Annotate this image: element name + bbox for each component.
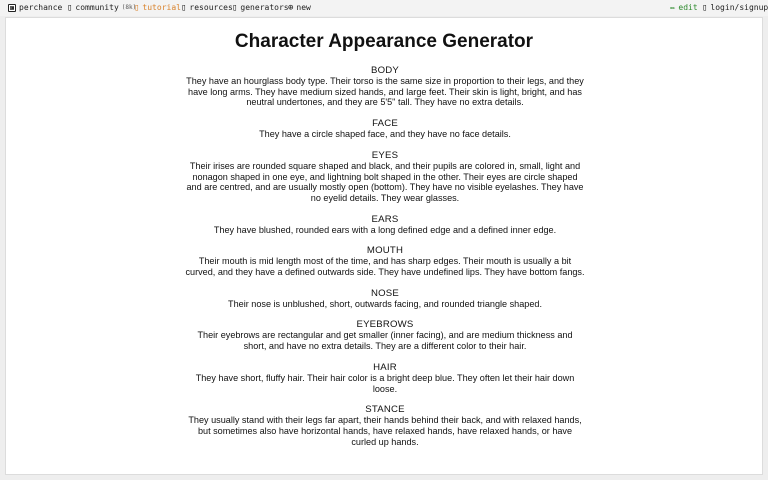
plus-circle-icon: ⊕ [288,2,294,13]
section-heading: EYEBROWS [356,319,414,331]
section-face [185,118,585,140]
section-heading: BODY [371,65,399,76]
section-text: Their nose is unblushed, short, outwards facing, and rounded triangle shaped. [228,298,542,309]
section-ears [185,214,585,236]
section-heading: MOUTH [366,245,404,257]
section-heading: FACE [372,118,398,130]
section-text: Their mouth is mid length most of the time, and has sharp edges. Their mouth is usually a bit curved, and they have a defined outwards side. They have undefined lips. They have bottom fangs. [185,256,585,278]
section-text: They have an hourglass body type. Their torso is the same size in proportion to their legs, and they have long arms. They have medium sized hands, and large feet. Their skin is light, bright, and has neutral undertones, and they are 5'5" tall. They have no extra details. [186,76,584,108]
login-icon: ▯ [702,2,708,13]
new-link[interactable] [288,3,311,12]
new-label: new [296,3,311,12]
section-stance [185,404,585,447]
section-text: They have a circle shaped face, and they have no face details. [259,129,511,140]
section-eyebrows [185,319,585,351]
section-text: They have short, fluffy hair. Their hair color is a bright deep blue. They often let their hair down loose. [195,372,575,394]
community-count: (8k) [121,4,137,11]
section-heading: EARS [371,213,399,225]
resources-label: resources [189,3,233,12]
top-navigation-bar [0,0,768,16]
section-mouth [185,245,585,277]
page-title: Character Appearance Generator [234,31,534,52]
section-text: They have blushed, rounded ears with a long defined edge and a defined inner edge. [213,224,557,235]
section-heading: HAIR [373,361,397,373]
tutorial-link[interactable] [134,3,181,12]
section-nose [185,288,585,310]
tutorial-icon: ▯ [134,2,140,13]
character-description [185,65,585,457]
edit-link[interactable] [670,3,698,12]
section-heading: NOSE [371,287,399,299]
resources-link[interactable] [181,3,233,12]
brand-label: perchance [19,3,63,12]
home-link[interactable] [8,3,62,12]
community-icon: ▯ [67,2,73,13]
resources-icon: ▯ [181,2,187,13]
dice-logo-icon [8,4,16,12]
section-eyes [185,150,585,204]
section-text: Their irises are rounded square shaped and black, and their pupils are colored in, small, light and nonagon shaped in one eye, and lightning bolt shaped in the other. Their eyes are circle shaped and are centred, and are usually mostly open (bottom). They have no visible eyelashes. They have no eyelid details. They wear glasses. [186,160,584,203]
section-text: They usually stand with their legs far apart, their hands behind their back, and with relaxed hands, but sometimes also have horizontal hands, have relaxed hands, have relaxed hands, or have curled up hands. [188,415,582,447]
community-label: community [75,3,119,12]
login-label: login/signup [710,3,768,12]
edit-label: edit [678,3,698,12]
section-body [185,65,585,108]
community-link[interactable] [67,3,136,12]
divider [357,474,413,475]
section-hair [185,362,585,394]
section-text: Their eyebrows are rectangular and get smaller (inner facing), and are medium thickness and short, and have no extra details. They are a different color to their hair. [197,330,573,352]
pencil-icon: ✏ [670,2,676,13]
generators-label: generators [240,3,289,12]
section-heading: EYES [371,149,399,161]
generators-link[interactable] [232,3,289,12]
generators-icon: ▯ [232,2,238,13]
section-heading: STANCE [365,404,405,416]
tutorial-label: tutorial [142,3,181,12]
generator-output-panel [5,17,763,475]
login-link[interactable] [702,3,768,12]
